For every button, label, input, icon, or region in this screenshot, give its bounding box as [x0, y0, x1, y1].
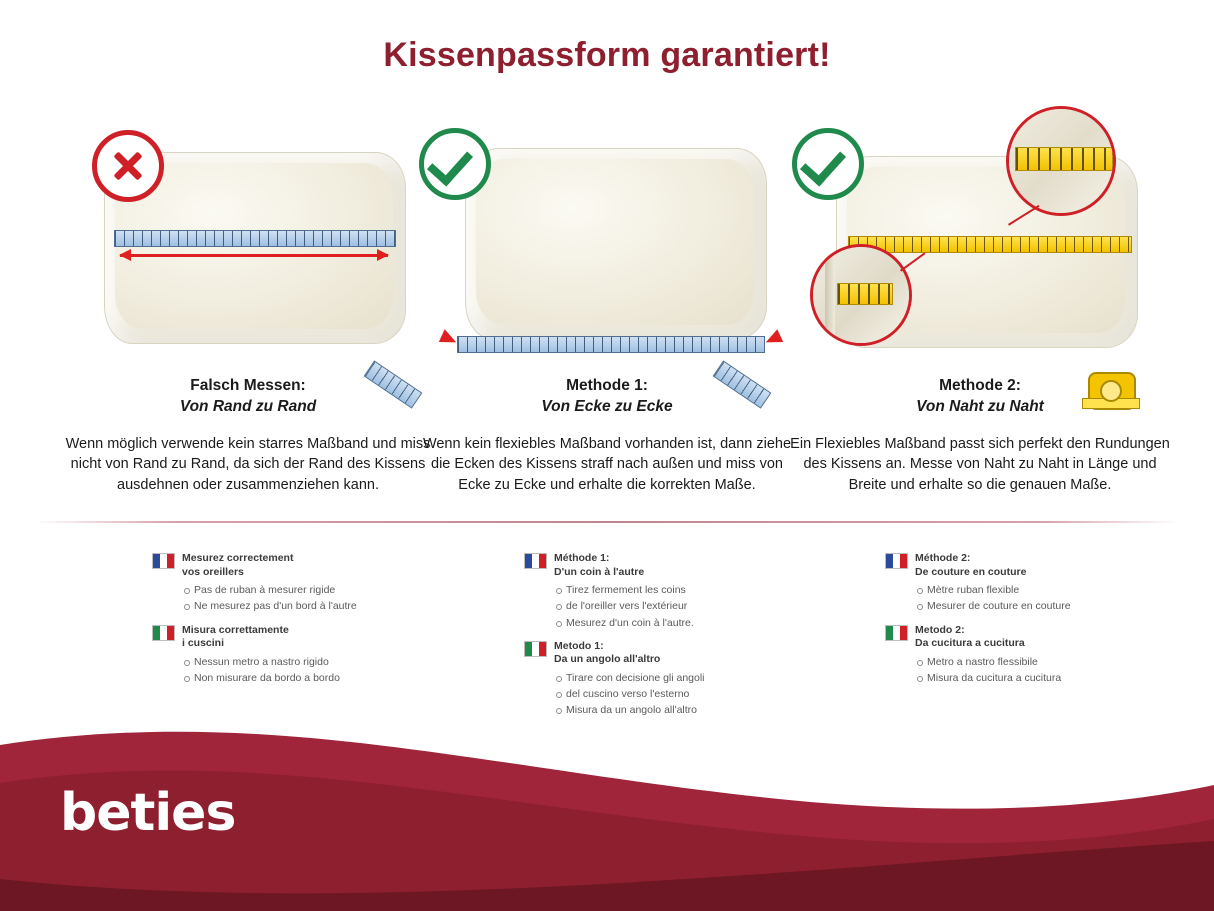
pillow-illustration	[465, 148, 767, 340]
list-item: Mètre ruban flexible	[915, 583, 1135, 597]
flag-it-icon	[885, 625, 908, 641]
illustration-methode-1	[417, 120, 797, 370]
heading-line-2: Von Ecke zu Ecke	[541, 397, 673, 415]
heading-line-1: Methode 2:	[939, 377, 1021, 394]
flag-it-icon	[524, 641, 547, 657]
translation-group-it	[152, 624, 402, 686]
translation-title-line-2: D'un coin à l'autre	[554, 565, 645, 578]
list-item-cont: de l'oreiller vers l'extérieur	[554, 599, 774, 613]
list-item: Nessun metro a nastro rigido	[182, 655, 402, 669]
translation-list	[182, 655, 402, 685]
column-methode-2	[790, 120, 1170, 496]
translation-list	[915, 655, 1135, 685]
list-item-cont: del cuscino verso l'esterno	[554, 687, 774, 701]
edge-to-edge-arrow-icon	[120, 254, 388, 257]
list-item: Misura da un angolo all'altro	[554, 703, 774, 717]
check-icon	[792, 128, 864, 200]
list-item: Ne mesurez pas d'un bord à l'autre	[182, 599, 402, 613]
translations-column-2	[524, 552, 774, 728]
list-item: Non misurare da bordo a bordo	[182, 671, 402, 685]
seam-zoom-bottom-icon	[810, 244, 912, 346]
translation-list	[915, 583, 1135, 613]
rigid-ruler-icon	[114, 230, 396, 247]
translation-list	[182, 583, 402, 613]
list-item: Mesurez d'un coin à l'autre.	[554, 616, 774, 630]
corner-arrow-right-icon	[763, 329, 783, 348]
list-item: Misura da cucitura a cucitura	[915, 671, 1135, 685]
check-icon	[419, 128, 491, 200]
list-item: Metro a nastro flessibile	[915, 655, 1135, 669]
translation-title-line-1: Metodo 1:	[554, 639, 604, 652]
heading-line-2: Von Naht zu Naht	[916, 397, 1044, 415]
translation-group-it	[524, 640, 774, 718]
translations-column-1	[152, 552, 402, 695]
flag-fr-icon	[885, 553, 908, 569]
translation-title-line-1: Metodo 2:	[915, 623, 965, 636]
flag-fr-icon	[152, 553, 175, 569]
heading-line-1: Methode 1:	[566, 377, 648, 394]
translation-title-line-1: Méthode 2:	[915, 552, 971, 564]
translation-group-it	[885, 624, 1135, 686]
translation-title-line-2: vos oreillers	[182, 565, 244, 578]
section-divider	[34, 521, 1180, 523]
seam-zoom-top-icon	[1006, 106, 1116, 216]
translation-title-line-1: Misura correttamente	[182, 623, 289, 636]
tape-measure-icon	[1082, 368, 1138, 412]
body-methode-1: Wenn kein flexiebles Maßband vorhanden ist, dann ziehe die Ecken des Kissens straff nach außen und miss von Ecke zu Ecke und erhalte die korrekten Maße.	[422, 435, 792, 493]
translation-title-line-1: Mesurez correctement	[182, 552, 294, 564]
illustration-falsch-messen	[58, 120, 438, 370]
translation-group-fr	[152, 552, 402, 614]
heading-line-1: Falsch Messen:	[190, 377, 306, 394]
rigid-ruler-icon	[457, 336, 765, 353]
translation-group-fr	[524, 552, 774, 630]
list-item: Pas de ruban à mesurer rigide	[182, 583, 402, 597]
brand-logo: beties	[60, 783, 236, 843]
translation-list	[554, 583, 774, 630]
translation-title-line-1: Méthode 1:	[554, 552, 610, 564]
page-title: Kissenpassform garantiert!	[383, 36, 831, 74]
translation-title-line-2: Da un angolo all'altro	[554, 653, 661, 666]
list-item: Tirez fermement les coins	[554, 583, 774, 597]
flag-it-icon	[152, 625, 175, 641]
body-falsch-messen: Wenn möglich verwende kein starres Maßband und miss nicht von Rand zu Rand, da sich der Rand des Kissens ausdehnen oder zusammenziehen kann.	[65, 435, 431, 493]
column-methode-1	[417, 120, 797, 496]
cross-icon	[92, 130, 164, 202]
flag-fr-icon	[524, 553, 547, 569]
translation-group-fr	[885, 552, 1135, 614]
list-item: Tirare con decisione gli angoli	[554, 671, 774, 685]
translation-title-line-2: De couture en couture	[915, 565, 1027, 578]
list-item: Mesurer de couture en couture	[915, 599, 1135, 613]
column-falsch-messen	[58, 120, 438, 496]
translation-title-line-2: Da cucitura a cucitura	[915, 637, 1025, 650]
translation-title-line-2: i cuscini	[182, 637, 225, 650]
translations-column-3	[885, 552, 1135, 695]
body-methode-2: Ein Flexiebles Maßband passt sich perfekt den Rundungen des Kissens an. Messe von Naht zu Naht in Länge und Breite und erhalte so die genauen Maße.	[790, 435, 1170, 493]
heading-line-2: Von Rand zu Rand	[179, 397, 317, 415]
illustration-methode-2	[790, 120, 1170, 370]
